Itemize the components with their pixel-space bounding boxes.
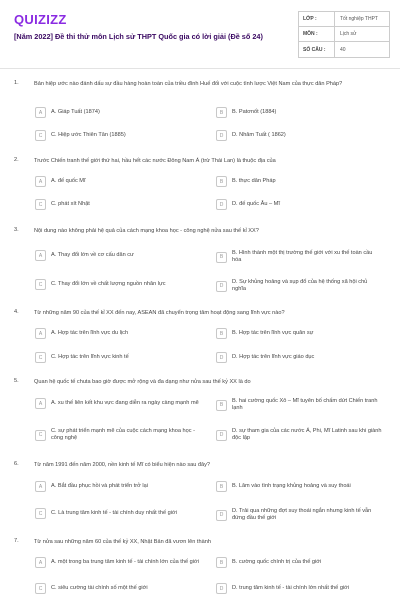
question-number: 6. [14, 461, 19, 467]
question-number: 5. [14, 378, 19, 384]
question-number: 1. [14, 80, 19, 86]
option-d[interactable] [216, 583, 388, 594]
option-letter-a: A [35, 250, 46, 261]
option-text: C. Hiệp ước Thiên Tân (1885) [51, 132, 126, 138]
option-letter-c: C [35, 352, 46, 363]
meta-key: MÔN : [299, 27, 335, 41]
question-text: Nội dung nào không phải hệ quả của cách mạng khoa học - công nghệ nửa sau thế kỉ XX? [34, 228, 259, 234]
option-a[interactable] [35, 328, 207, 339]
option-d[interactable] [216, 130, 388, 141]
option-letter-b: B [216, 176, 227, 187]
option-letter-c: C [35, 508, 46, 519]
option-letter-c: C [35, 583, 46, 594]
option-c[interactable] [35, 428, 207, 442]
option-text: A. đế quốc Mĩ [51, 178, 86, 184]
option-text: C. phát xít Nhật [51, 201, 90, 207]
header-divider [0, 68, 400, 69]
option-d[interactable] [216, 279, 388, 293]
option-text: A. Bắt đầu phục hồi và phát triển trở lại [51, 483, 148, 489]
option-text: C. Là trung tâm kinh tế - tài chính duy nhất thế giới [51, 510, 177, 516]
option-letter-c: C [35, 130, 46, 141]
option-letter-d: D [216, 430, 227, 441]
option-text: B. Hình thành một thị trường thế giới với xu thế toàn cầu hóa [232, 250, 373, 263]
option-text: B. Lâm vào tình trạng khủng hoảng và suy thoái [232, 483, 351, 489]
quizizz-logo: QUIZIZZ [14, 12, 67, 27]
option-text: C. siêu cường tài chính số một thế giới [51, 585, 148, 591]
option-a[interactable] [35, 557, 207, 568]
option-d[interactable] [216, 199, 388, 210]
option-text: B. Patơnốt (1884) [232, 109, 277, 115]
option-a[interactable] [35, 176, 207, 187]
page-title: [Năm 2022] Đề thi thử môn Lịch sử THPT Quốc gia có lời giải (Đề số 24) [14, 32, 263, 41]
question-text: Từ những năm 90 của thế kỉ XX đến nay, ASEAN đã chuyển trọng tâm hoạt động sang lĩnh vực nào? [34, 310, 285, 316]
option-c[interactable] [35, 279, 207, 290]
meta-value: 40 [340, 46, 346, 53]
option-text: B. thực dân Pháp [232, 178, 276, 184]
meta-key: SỐ CÂU : [299, 42, 335, 57]
option-a[interactable] [35, 107, 207, 118]
option-a[interactable] [35, 481, 207, 492]
option-text: A. xu thế liên kết khu vực đang diễn ra ngày càng mạnh mẽ [51, 400, 199, 406]
option-text: A. Hợp tác trên lĩnh vực du lịch [51, 330, 129, 336]
meta-row-class [299, 12, 389, 27]
option-letter-d: D [216, 130, 227, 141]
option-text: A. Giáp Tuất (1874) [51, 109, 100, 115]
option-letter-c: C [35, 279, 46, 290]
option-letter-a: A [35, 176, 46, 187]
option-text: C. Hợp tác trên lĩnh vực kinh tế [51, 354, 129, 360]
option-text: B. hai cường quốc Xô – Mĩ tuyên bố chấm dứt Chiến tranh lạnh [232, 398, 378, 411]
option-letter-b: B [216, 107, 227, 118]
option-letter-b: B [216, 328, 227, 339]
option-letter-d: D [216, 583, 227, 594]
meta-key: LỚP : [299, 12, 335, 26]
question-number: 2. [14, 157, 19, 163]
option-letter-b: B [216, 400, 227, 411]
option-b[interactable] [216, 481, 388, 492]
option-letter-a: A [35, 107, 46, 118]
option-c[interactable] [35, 583, 207, 594]
option-text: D. Trải qua những đợt suy thoái ngắn nhưng kinh tế vẫn đứng đầu thế giới [232, 508, 372, 521]
option-text: D. đế quốc Âu – Mĩ [232, 201, 280, 207]
option-letter-b: B [216, 481, 227, 492]
option-c[interactable] [35, 508, 207, 519]
option-letter-a: A [35, 398, 46, 409]
question-text: Từ năm 1991 đến năm 2000, nền kinh tế Mĩ có biểu hiện nào sau đây? [34, 462, 211, 468]
question-number: 4. [14, 309, 19, 315]
option-c[interactable] [35, 130, 207, 141]
option-b[interactable] [216, 328, 388, 339]
option-letter-b: B [216, 557, 227, 568]
option-b[interactable] [216, 250, 388, 264]
meta-row-subject [299, 27, 389, 42]
option-letter-a: A [35, 557, 46, 568]
option-a[interactable] [35, 250, 207, 261]
option-b[interactable] [216, 557, 388, 568]
meta-value: Lịch sử [340, 31, 357, 37]
option-letter-a: A [35, 328, 46, 339]
option-text: C. Thay đổi lớn về chất lượng nguồn nhân lực [51, 281, 166, 287]
meta-row-count [299, 42, 389, 57]
option-b[interactable] [216, 107, 388, 118]
option-a[interactable] [35, 398, 207, 409]
question-text: Quan hệ quốc tế chuta bao giờ được mở rộng và đa dạng như nửa sau thế kỷ XX là do [34, 379, 251, 385]
option-letter-d: D [216, 281, 227, 292]
option-letter-d: D [216, 352, 227, 363]
option-text: C. sự phát triển mạnh mẽ của cuộc cách mạng khoa học - công nghệ [51, 428, 195, 441]
question-text: Từ nửa sau những năm 60 của thế kỷ XX, Nhật Bản đã vươn lên thành [34, 539, 211, 545]
option-d[interactable] [216, 352, 388, 363]
question-number: 7. [14, 538, 19, 544]
option-text: B. Hợp tác trên lĩnh vực quân sự [232, 330, 314, 336]
option-d[interactable] [216, 508, 388, 522]
option-letter-d: D [216, 199, 227, 210]
meta-value: Tốt nghiệp THPT [340, 16, 378, 22]
option-text: D. Nhâm Tuất ( 1862) [232, 132, 286, 138]
option-c[interactable] [35, 199, 207, 210]
option-text: A. một trong ba trung tâm kinh tế - tài chính lớn của thế giới [51, 559, 199, 565]
option-d[interactable] [216, 428, 388, 442]
worksheet-header [0, 0, 400, 62]
option-text: B. cường quốc chính trị của thế giới [232, 559, 322, 565]
option-b[interactable] [216, 398, 388, 412]
option-letter-c: C [35, 199, 46, 210]
meta-table [298, 11, 390, 58]
option-letter-b: B [216, 252, 227, 263]
option-text: D. Sự khủng hoảng và sụp đổ của hệ thống xã hội chủ nghĩa [232, 279, 368, 292]
option-text: D. Hợp tác trên lĩnh vực giáo dục [232, 354, 315, 360]
question-text: Trước Chiến tranh thế giới thứ hai, hầu hết các nước Đông Nam Á (trừ Thái Lan) là thuộc địa của [34, 158, 276, 164]
option-c[interactable] [35, 352, 207, 363]
option-text: A. Thay đổi lớn về cơ cấu dân cư [51, 252, 134, 258]
option-b[interactable] [216, 176, 388, 187]
option-letter-d: D [216, 510, 227, 521]
option-text: D. trung tâm kinh tế - tài chính lớn nhất thế giới [232, 585, 350, 591]
option-text: D. sự tham gia của các nước Á, Phi, Mĩ Latinh sau khi giành độc lập [232, 428, 382, 441]
question-text: Bản hiệp ước nào đánh dấu sự đầu hàng hoàn toàn của triều đình Huế đối với cuộc tình lược Việt Nam của thực dân Pháp? [34, 81, 343, 87]
question-number: 3. [14, 227, 19, 233]
option-letter-a: A [35, 481, 46, 492]
option-letter-c: C [35, 430, 46, 441]
